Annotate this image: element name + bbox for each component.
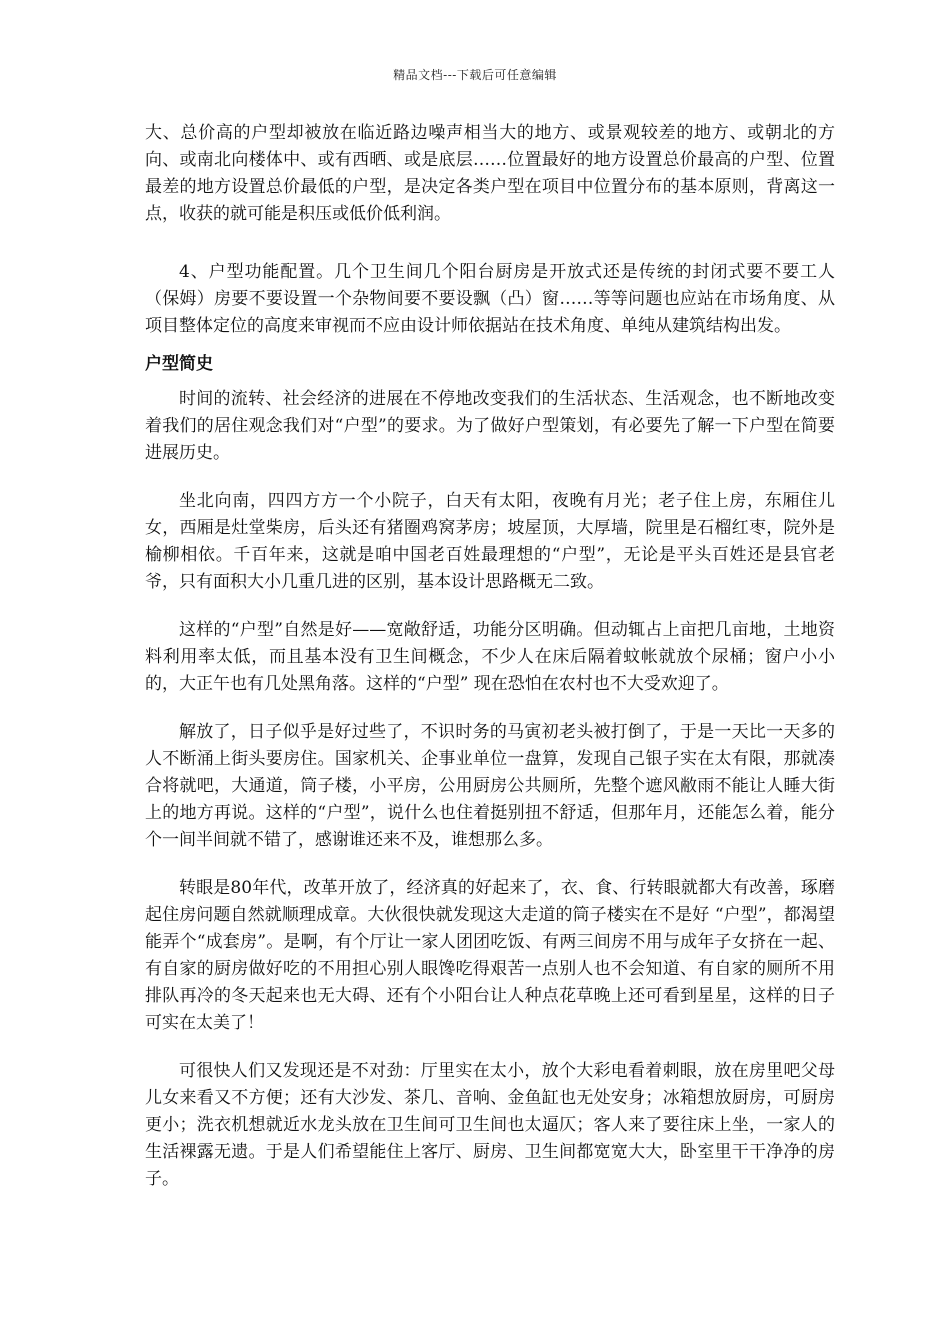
paragraph-liberation: 解放了，日子似乎是好过些了，不识时务的马寅初老头被打倒了，于是一天比一天多的人不断涌上街头要房住。国家机关、企事业单位一盘算，发现自己银子实在太有限，那就凑合将就吧，大通道，筒子楼，小平房，公用厨房公共厕所，先整个遮风敝雨不能让人睡大街上的地方再说。这样的“户型”，说什么也住着挺别扭不舒适，但那年月，还能怎么着，能分个一间半间就不错了，感谢谁还来不及，谁想那么多。 — [145, 722, 835, 850]
paragraph-intro: 时间的流转、社会经济的进展在不停地改变我们的生活状态、生活观念，也不断地改变着我们的居住观念我们对“户型”的要求。为了做好户型策划，有必要先了解一下户型在简要进展历史。 — [145, 389, 835, 463]
document-body — [145, 120, 835, 1193]
section-title: 户型简史 — [145, 354, 213, 374]
paragraph-larger-rooms: 可很快人们又发现还是不对劲：厅里实在太小，放个大彩电看着刺眼，放在房里吧父母儿女来看又不方便；还有大沙发、茶几、音响、金鱼缸也无处安身；冰箱想放厨房，可厨房更小；洗衣机想就近水龙头放在卫生间可卫生间也太逼仄；客人来了要往床上坐，一家人的生活裸露无遗。于是人们希望能住上客厅、厨房、卫生间都宽宽大大，卧室里干干净净的房子。 — [145, 1061, 835, 1189]
paragraph-courtyard: 坐北向南，四四方方一个小院子，白天有太阳，夜晚有月光；老子住上房，东厢住儿女，西厢是灶堂柴房，后头还有猪圈鸡窝茅房；坡屋顶，大厚墙，院里是石榴红枣，院外是榆柳相依。千百年来，这就是咱中国老百姓最理想的“户型”，无论是平头百姓还是县官老爷，只有面积大小几重几进的区别，基本设计思路概无二致。 — [145, 491, 835, 592]
paragraph-courtyard-drawbacks: 这样的“户型”自然是好——宽敞舒适，功能分区明确。但动辄占上亩把几亩地，土地资料利用率太低，而且基本没有卫生间概念，不少人在床后隔着蚊帐就放个尿桶；窗户小小的，大正午也有几处黑角落。这样的“户型” 现在恐怕在农村也不大受欢迎了。 — [145, 620, 835, 694]
page-header: 精品文档---下载后可任意编辑 — [393, 68, 557, 82]
paragraph-location-principle: 大、总价高的户型却被放在临近路边噪声相当大的地方、或景观较差的地方、或朝北的方向、或南北向楼体中、或有西晒、或是底层……位置最好的地方设置总价最高的户型、位置最差的地方设置总价最低的户型，是决定各类户型在项目中位置分布的基本原则，背离这一点，收获的就可能是积压或低价低利润。 — [145, 123, 835, 224]
paragraph-function-config: 4、户型功能配置。几个卫生间几个阳台厨房是开放式还是传统的封闭式要不要工人（保姆）房要不要设置一个杂物间要不要设飘（凸）窗……等等问题也应站在市场角度、从项目整体定位的高度来审视而不应由设计师依据站在技术角度、单纯从建筑结构出发。 — [145, 262, 835, 336]
paragraph-eighties: 转眼是80年代，改革开放了，经济真的好起来了，衣、食、行转眼就都大有改善，琢磨起住房问题自然就顺理成章。大伙很快就发现这大走道的筒子楼实在不是好 “户型”，都渴望能弄个“成套房”。是啊，有个厅让一家人团团吃饭、有两三间房不用与成年子女挤在一起、有自家的厨房做好吃的不用担心别人眼馋吃得艰苦一点别人也不会知道、有自家的厕所不用排队再冷的冬天起来也无大碍、还有个小阳台让人种点花草晚上还可看到星星，这样的日子可实在太美了！ — [145, 878, 835, 1033]
